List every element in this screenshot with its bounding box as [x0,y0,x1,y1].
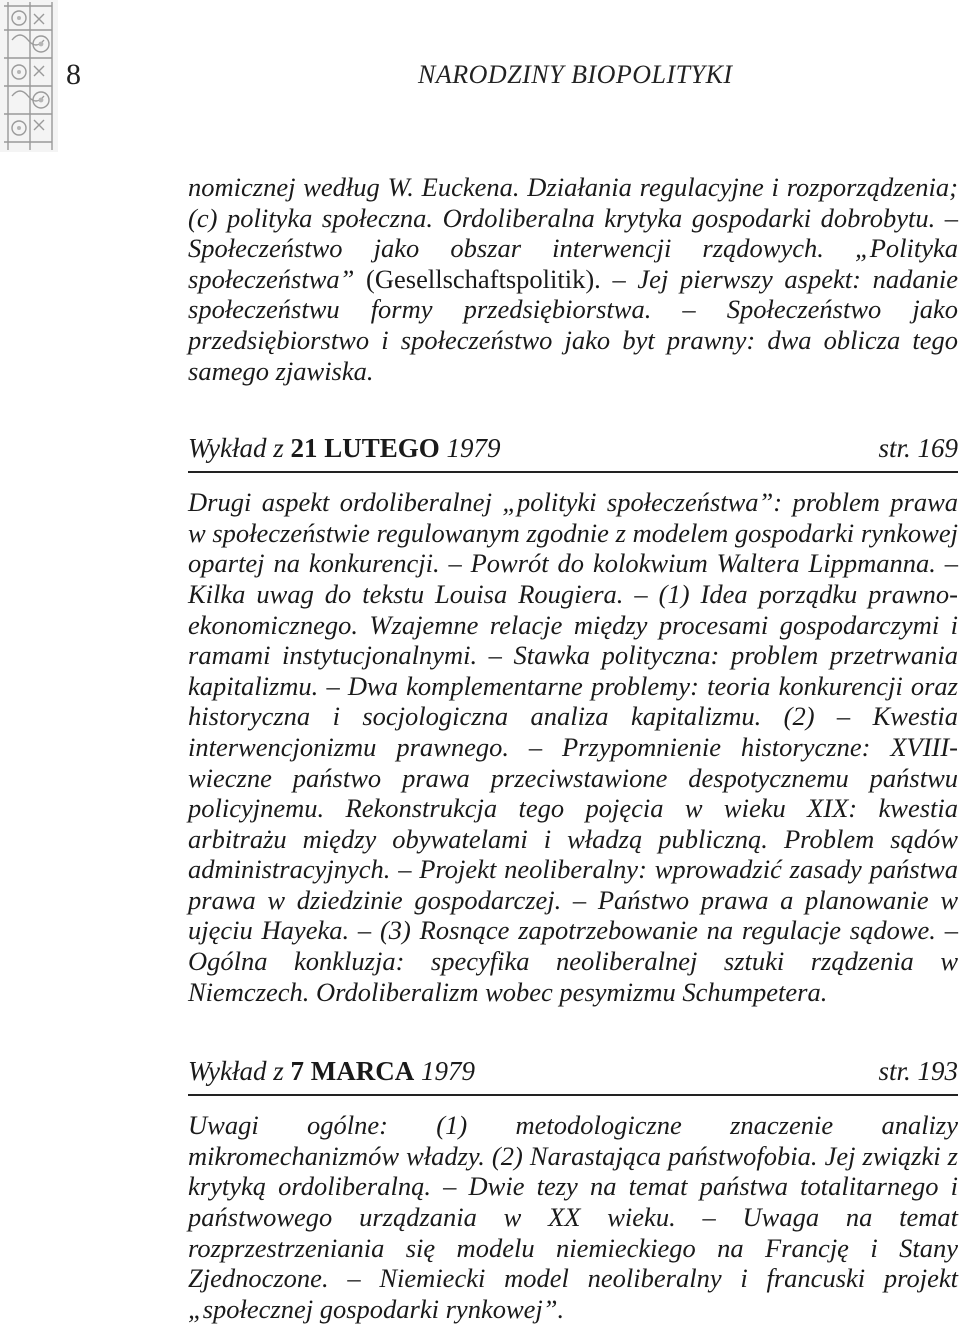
lecture-heading [188,432,958,473]
lecture-page-ref: str. 193 [878,1056,958,1087]
lecture-prefix: Wykład z [188,1056,291,1087]
lecture-summary: Drugi aspekt ordoliberalnej „polityki społeczeństwa”: problem prawa w społeczeństwie regulowanym zgodnie z modelem gospodarki rynkowej opartej na konkurencji. – Powrót do kolokwium Waltera Lippmanna. – Kilka uwag do tekstu Louisa Rougiera. – (1) Idea porządku prawno-ekonomicznego. Wzajemne relacje między procesami gospodarczymi i ramami instytucjonalnymi. – Stawka polityczna: problem przetrwania kapitalizmu. – Dwa komplementarne problemy: teoria konkurencji oraz historyczna i socjologiczna analiza kapitalizmu. (2) – Kwestia interwencjonizmu prawnego. – Przypomnienie historyczne: XVIII-wieczne państwo prawa przeciwstawione despotycznemu państwu policyjnemu. Rekonstrukcja tego pojęcia w wieku XIX: kwestia arbitrażu między obywatelami i władzą publiczną. Problem sądów administracyjnych. – Projekt neoliberalny: wprowadzić zasady państwa prawa w dziedzinie gospodarczej. – Państwo prawa a planowanie w ujęciu Hayeka. – (3) Rosnące zapotrzebowanie na regulacje sądowe. – Ogólna konkluzja: specyfika neoliberalnej sztuki rządzenia w Niemczech. Ordoliberalizm wobec pesymizmu Schumpetera. [188,487,958,1007]
page-number: 8 [66,58,81,91]
intro-text-part2: (Gesellschaftspolitik). [366,263,601,294]
lecture-year: 1979 [414,1056,475,1087]
lecture-year: 1979 [439,433,501,464]
intro-text-part1: nomicznej według W. Euckena. Działania regulacyjne i rozporządzenia; (c) polityka społeczna. Ordoliberalna krytyka gospodarki dobrobytu. – Społeczeństwo jako obszar interwencji rządowych. „Polityka społeczeństwa” [188,172,958,294]
lecture-title [188,1055,475,1087]
intro-text-part3: – Jej pierwszy aspekt: nadanie społeczeństwu formy przedsiębiorstwa. – Społeczeństwo jako przedsiębiorstwo i społeczeństwo jako byt prawny: dwa oblicza tego samego zjawiska. [188,263,958,386]
lecture-summary: Uwagi ogólne: (1) metodologiczne znaczenie analizy mikromechanizmów władzy. (2) Narastająca państwofobia. Jej związki z krytyką ordoliberalną. – Dwie tezy na temat państwa totalitarnego i państwowego urządzania w XX wieku. – Uwaga na temat rozprzestrzeniania się modelu niemieckiego na Francję i Stany Zjednoczone. – Niemiecki model neoliberalny i francuski projekt „społecznej gospodarki rynkowej”. [188,1110,958,1324]
lecture-date: 7 MARCA [290,1056,415,1087]
page-content [188,172,958,1324]
lecture-date: 21 LUTEGO [290,433,440,464]
running-title: NARODZINY BIOPOLITYKI [418,60,733,89]
lecture-heading [188,1055,958,1096]
lecture-page-ref: str. 169 [878,433,958,464]
intro-paragraph [188,172,958,386]
lecture-prefix: Wykład z [188,433,291,464]
lecture-title [188,432,501,464]
decorative-border-ornament [0,0,58,152]
